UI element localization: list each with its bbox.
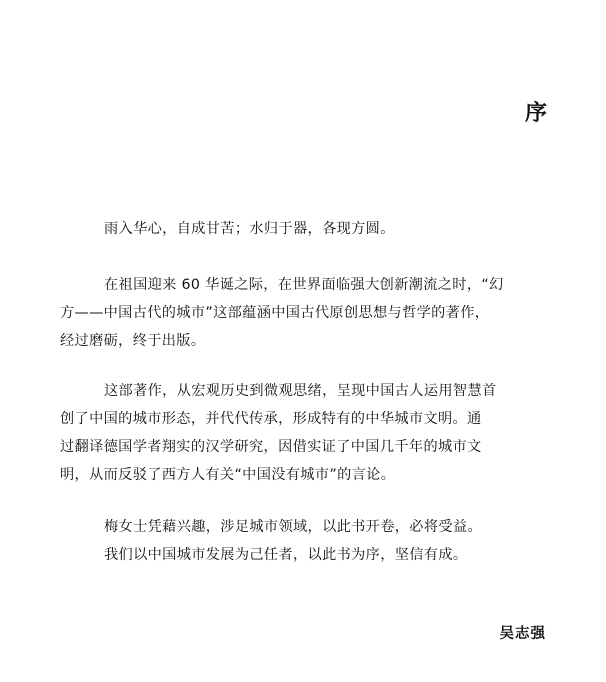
- paragraph-line: 经过磨砺，终于出版。: [60, 333, 206, 349]
- preface-paragraph-3: [60, 377, 550, 489]
- paragraph-line: 我们以中国城市发展为己任者，以此书为序，坚信有成。: [104, 547, 468, 563]
- paragraph-line: 过翻译德国学者翔实的汉学研究，因借实证了中国几千年的城市文: [60, 439, 482, 455]
- preface-paragraph-2: [60, 271, 550, 355]
- paragraph-line: 在祖国迎来 60 华诞之际，在世界面临强大创新潮流之时，“幻: [104, 277, 504, 293]
- page-title: 序: [524, 101, 548, 126]
- paragraph-line: 创了中国的城市形态，并代代传承，形成特有的中华城市文明。通: [60, 411, 482, 427]
- paragraph-line: 这部著作，从宏观历史到微观思绪，呈现中国古人运用智慧首: [104, 383, 497, 399]
- paragraph-line: 明，从而反驳了西方人有关“中国没有城市”的言论。: [60, 467, 396, 483]
- preface-paragraph-1: [60, 215, 550, 243]
- preface-paragraph-4: [60, 513, 550, 569]
- paragraph-line: 方——中国古代的城市”这部蕴涵中国古代原创思想与哲学的著作，: [60, 305, 490, 321]
- paragraph-line: 雨入华心，自成甘苦；水归于器，各现方圆。: [104, 221, 395, 237]
- author-signature: 吴志强: [499, 626, 546, 642]
- paragraph-line: 梅女士凭藉兴趣，涉足城市领域，以此书开卷，必将受益。: [104, 519, 482, 535]
